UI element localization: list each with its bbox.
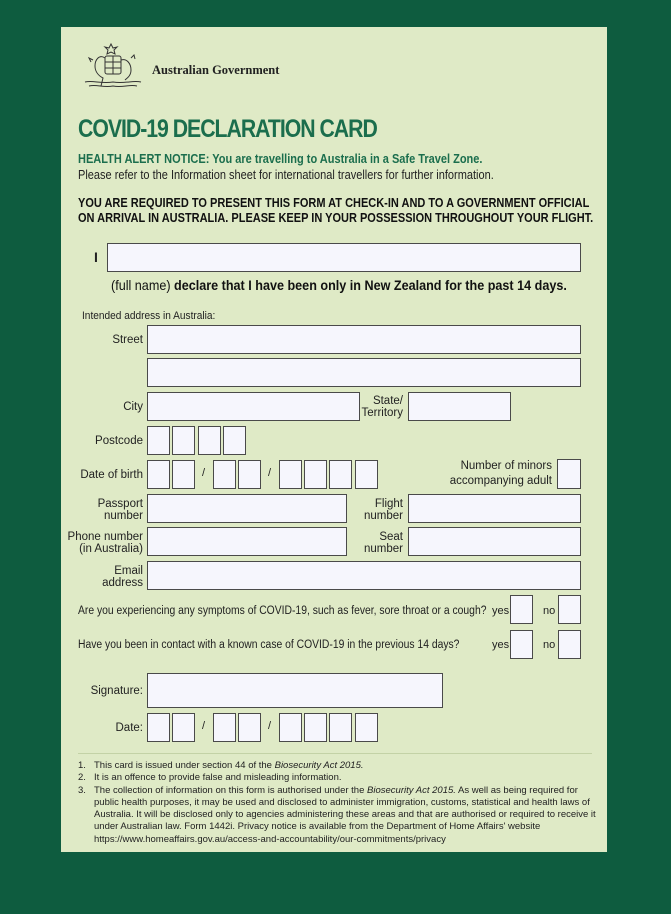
city-label: City (123, 401, 143, 413)
date-separator: / (268, 720, 272, 732)
date-year-box[interactable] (355, 713, 378, 742)
declaration-statement (111, 277, 567, 293)
postcode-digit-box[interactable] (198, 426, 221, 455)
footnote-number: 3. (78, 784, 86, 796)
postcode-digit-box[interactable] (147, 426, 170, 455)
email-address-input[interactable] (147, 561, 581, 590)
contact-yes-label: yes (492, 639, 510, 651)
minors-label-line1: Number of minors (460, 460, 552, 472)
act-reference: Biosecurity Act 2015. (274, 760, 364, 771)
footnote-text: As well as being required for public health purposes, it may be used and disclosed to administer immigration, customs, statistical and health laws of Australia. It will be disclosed only to agencies administering these areas and that are authorised or required to receive it under Australian law. Form 1442i. Privacy notice is available from the Department of Home Affairs' website https://www.homeaffairs.gov.au/access-and-accountability/our-commitments/privacy (94, 784, 596, 845)
seat-number-input[interactable] (408, 527, 581, 556)
email-label-line2: address (102, 577, 143, 589)
phone-label-line2: (in Australia) (79, 543, 143, 555)
footnote-text: The collection of information on this form is authorised under the (94, 784, 368, 796)
street-label: Street (112, 334, 143, 346)
divider (78, 753, 592, 754)
state-input[interactable] (408, 392, 511, 421)
passport-label-line1: Passport (97, 498, 143, 510)
seat-label-line2: number (364, 543, 403, 555)
footnote-3 (78, 785, 598, 846)
date-day-box[interactable] (172, 713, 195, 742)
dob-year-box[interactable] (355, 460, 378, 489)
state-label (361, 395, 403, 419)
signature-label: Signature: (90, 685, 143, 697)
footnote-2 (78, 772, 598, 784)
dob-label: Date of birth (80, 469, 143, 481)
signature-input[interactable] (147, 673, 443, 708)
postcode-digit-box[interactable] (223, 426, 246, 455)
address-heading: Intended address in Australia: (82, 310, 216, 322)
declaration-text: declare that I have been only in New Zealand for the past 14 days. (174, 277, 567, 293)
symptoms-question: Are you experiencing any symptoms of COVID-19, such as fever, sore throat or a cough? (78, 605, 487, 617)
flight-number-input[interactable] (408, 494, 581, 523)
street-input-line1[interactable] (147, 325, 581, 354)
symptoms-yes-label: yes (492, 605, 510, 617)
footnote-1 (78, 760, 598, 772)
postcode-digit-box[interactable] (172, 426, 195, 455)
seat-label-line1: Seat (379, 531, 403, 543)
dob-separator: / (268, 467, 272, 479)
date-year-box[interactable] (279, 713, 302, 742)
required-notice-line2: ON ARRIVAL IN AUSTRALIA. PLEASE KEEP IN YOUR POSSESSION THROUGHOUT YOUR FLIGHT. (78, 211, 594, 225)
date-label: Date: (115, 722, 143, 734)
minors-label (441, 459, 552, 489)
street-input-line2[interactable] (147, 358, 581, 387)
minors-count-input[interactable] (557, 459, 581, 489)
contact-no-label: no (543, 639, 556, 651)
seat-label (351, 531, 403, 555)
full-name-input[interactable] (107, 243, 581, 272)
phone-number-input[interactable] (147, 527, 347, 556)
email-label-line1: Email (114, 565, 143, 577)
declaration-card (61, 27, 607, 852)
state-label-line1: State/ (372, 395, 403, 407)
dob-year-box[interactable] (279, 460, 302, 489)
health-alert-notice: HEALTH ALERT NOTICE: You are travelling to Australia in a Safe Travel Zone. (78, 152, 483, 166)
passport-label (71, 498, 143, 522)
phone-label-line1: Phone number (67, 531, 143, 543)
flight-label (351, 498, 403, 522)
postcode-label: Postcode (95, 435, 143, 447)
full-name-label: (full name) (111, 277, 171, 293)
date-year-box[interactable] (304, 713, 327, 742)
symptoms-yes-checkbox[interactable] (510, 595, 533, 624)
footnote-number: 1. (78, 760, 86, 771)
state-label-line2: Territory (361, 407, 403, 419)
footnote-text: It is an offence to provide false and misleading information. (94, 772, 342, 784)
form-title: COVID-19 DECLARATION CARD (78, 115, 377, 143)
dob-month-box[interactable] (213, 460, 236, 489)
coat-of-arms-logo (79, 42, 147, 92)
footnote-number: 2. (78, 772, 86, 784)
date-month-box[interactable] (238, 713, 261, 742)
refer-info-text: Please refer to the Information sheet for international travellers for further information. (78, 168, 494, 182)
footnotes (78, 760, 598, 846)
flight-label-line1: Flight (374, 498, 403, 510)
date-year-box[interactable] (329, 713, 352, 742)
dob-separator: / (202, 467, 206, 479)
passport-label-line2: number (104, 510, 143, 522)
government-name: Australian Government (152, 63, 280, 77)
required-notice-line1: YOU ARE REQUIRED TO PRESENT THIS FORM AT CHECK-IN AND TO A GOVERNMENT OFFICIAL (78, 196, 590, 210)
dob-day-box[interactable] (147, 460, 170, 489)
flight-label-line2: number (364, 510, 403, 522)
date-separator: / (202, 720, 206, 732)
date-day-box[interactable] (147, 713, 170, 742)
dob-day-box[interactable] (172, 460, 195, 489)
contact-no-checkbox[interactable] (558, 630, 581, 659)
dob-year-box[interactable] (329, 460, 352, 489)
footnote-text: This card is issued under section 44 of the (94, 760, 275, 771)
phone-label (61, 531, 143, 555)
dob-year-box[interactable] (304, 460, 327, 489)
act-reference: Biosecurity Act 2015. (367, 784, 456, 796)
symptoms-no-label: no (543, 605, 556, 617)
date-month-box[interactable] (213, 713, 236, 742)
passport-number-input[interactable] (147, 494, 347, 523)
dob-month-box[interactable] (238, 460, 261, 489)
i-label: I (94, 249, 98, 265)
email-label (71, 565, 143, 589)
contact-yes-checkbox[interactable] (510, 630, 533, 659)
contact-question: Have you been in contact with a known case of COVID-19 in the previous 14 days? (78, 639, 460, 651)
minors-label-line2: accompanying adult (449, 475, 552, 487)
city-input[interactable] (147, 392, 360, 421)
symptoms-no-checkbox[interactable] (558, 595, 581, 624)
